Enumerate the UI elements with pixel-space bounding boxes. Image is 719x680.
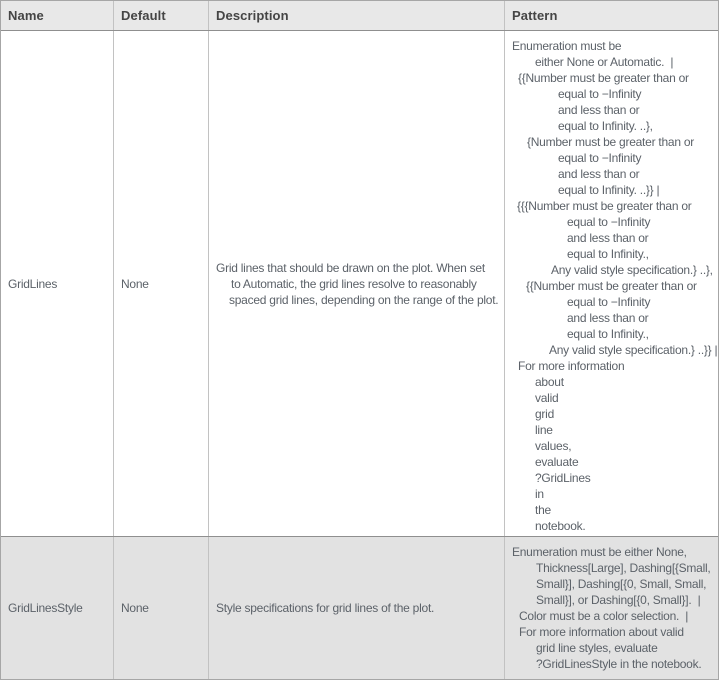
column-header-description: Description: [209, 1, 505, 30]
pattern-line: Small}], Dashing[{0, Small, Small,: [536, 577, 707, 591]
pattern-line: and less than or: [567, 311, 649, 325]
pattern-line: Any valid style specification.} ..}} |: [549, 343, 718, 357]
pattern-line: {{Number must be greater than or: [526, 279, 697, 293]
pattern-line: {{{Number must be greater than or: [517, 199, 692, 213]
column-header-default: Default: [114, 1, 209, 30]
pattern-line: Small}], or Dashing[{0, Small}]. |: [536, 593, 701, 607]
table-header-row: [1, 1, 718, 31]
pattern-line: Thickness[Large], Dashing[{Small,: [536, 561, 711, 575]
cell-default: None: [114, 537, 209, 679]
pattern-line: line: [535, 423, 553, 437]
cell-name: GridLines: [1, 31, 114, 536]
pattern-line: Color must be a color selection. |: [519, 609, 689, 623]
pattern-line: either None or Automatic. |: [535, 55, 674, 69]
pattern-line: For more information: [518, 359, 625, 373]
pattern-line: Any valid style specification.} ..},: [551, 263, 713, 277]
pattern-line: values,: [535, 439, 572, 453]
column-header-pattern: Pattern: [512, 8, 558, 23]
pattern-line: equal to −Infinity: [558, 87, 642, 101]
description-line: Style specifications for grid lines of the plot.: [216, 601, 435, 615]
cell-pattern: [505, 31, 718, 536]
table-body: [1, 31, 718, 679]
column-header-name: Name: [1, 1, 114, 30]
pattern-line: equal to Infinity.,: [567, 247, 649, 261]
cell-description: [209, 31, 505, 536]
pattern-line: {{Number must be greater than or: [518, 71, 689, 85]
pattern-line: For more information about valid: [519, 625, 684, 639]
pattern-line: {Number must be greater than or: [527, 135, 695, 149]
pattern-line: the: [535, 503, 551, 517]
pattern-line: and less than or: [567, 231, 649, 245]
description-line: spaced grid lines, depending on the range of the plot.: [229, 292, 499, 307]
pattern-line: Enumeration must be: [512, 39, 622, 53]
pattern-line: equal to −Infinity: [567, 295, 651, 309]
pattern-line: equal to Infinity. ..}} |: [558, 183, 660, 197]
cell-pattern: [505, 537, 718, 679]
table-row: [1, 536, 718, 679]
pattern-line: Enumeration must be either None,: [512, 545, 687, 559]
table-row: [1, 31, 718, 536]
description-line: Grid lines that should be drawn on the plot. When set: [216, 260, 485, 275]
pattern-line: valid: [535, 391, 559, 405]
cell-description: [209, 537, 505, 679]
description-line: to Automatic, the grid lines resolve to reasonably: [231, 276, 477, 291]
pattern-line: in: [535, 487, 544, 501]
pattern-line: equal to −Infinity: [567, 215, 651, 229]
pattern-line: equal to −Infinity: [558, 151, 642, 165]
cell-default: None: [114, 31, 209, 536]
pattern-line: equal to Infinity. ..},: [558, 119, 653, 133]
pattern-line: grid line styles, evaluate: [536, 641, 658, 655]
pattern-line: notebook.: [535, 519, 586, 533]
pattern-line: ?GridLinesStyle in the notebook.: [536, 657, 702, 671]
pattern-line: equal to Infinity.,: [567, 327, 649, 341]
cell-name: GridLinesStyle: [1, 537, 114, 679]
pattern-line: grid: [535, 407, 555, 421]
pattern-line: ?GridLines: [535, 471, 591, 485]
pattern-line: about: [535, 375, 564, 389]
pattern-line: and less than or: [558, 103, 640, 117]
pattern-line: evaluate: [535, 455, 579, 469]
pattern-line: and less than or: [558, 167, 640, 181]
